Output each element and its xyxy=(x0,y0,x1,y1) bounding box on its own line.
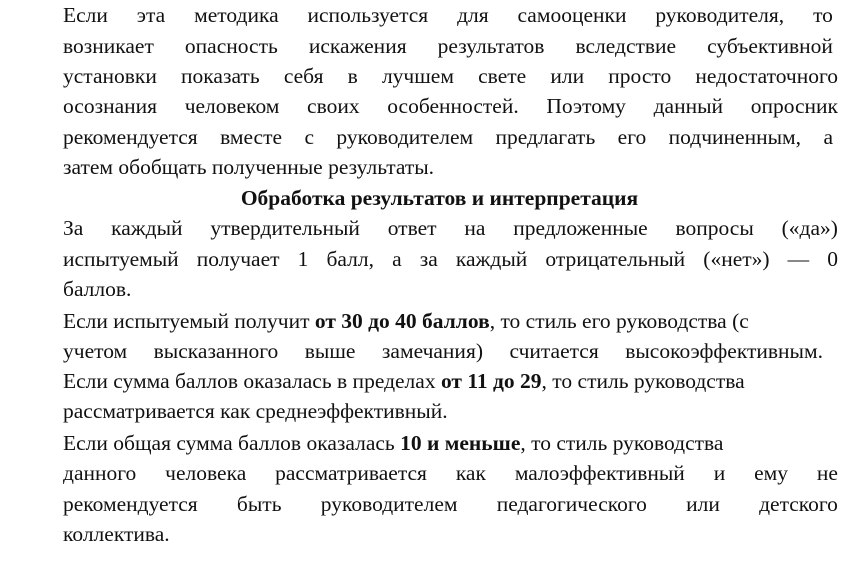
paragraph2-line2 xyxy=(63,244,838,274)
paragraph2-line1 xyxy=(63,213,838,243)
paragraph1-line4 xyxy=(63,91,838,121)
word: рекомендуется xyxy=(63,125,198,149)
word: предлагать xyxy=(495,125,596,149)
word: субъективной xyxy=(707,34,833,58)
paragraph1-line1 xyxy=(63,0,833,30)
word: замечания) xyxy=(381,339,483,363)
paragraph1-line6 xyxy=(63,152,863,182)
paragraph2-line3-text: баллов. xyxy=(63,277,132,301)
word: для xyxy=(457,3,489,27)
word: Поэтому xyxy=(546,94,626,118)
word: 0 xyxy=(827,247,838,271)
word: опасность xyxy=(184,34,278,58)
paragraph3-line3-after: , то стиль руководства xyxy=(541,369,745,393)
word: высказанного xyxy=(153,339,279,363)
paragraph4-line1-after: , то стиль руководства xyxy=(520,431,724,455)
word: балл, xyxy=(326,247,374,271)
document-page xyxy=(63,0,838,580)
word: методика xyxy=(194,3,279,27)
word: отрицательный xyxy=(545,247,686,271)
word: выше xyxy=(304,339,356,363)
paragraph1-line5 xyxy=(63,122,833,152)
word: или xyxy=(550,64,585,88)
paragraph4-line1-before: Если общая сумма баллов оказалась xyxy=(63,431,401,455)
word: человека xyxy=(165,461,247,485)
word: осознания xyxy=(63,94,158,118)
paragraph4-line2 xyxy=(63,458,838,488)
word: не xyxy=(816,461,838,485)
paragraph4-line4 xyxy=(63,519,863,549)
word: и xyxy=(713,461,726,485)
paragraph3-line4-text: рассматривается как среднеэффективный. xyxy=(63,399,448,423)
word: рекомендуется xyxy=(63,492,198,516)
word: («нет») xyxy=(703,247,770,271)
word: возникает xyxy=(63,34,154,58)
word: испытуемый xyxy=(63,247,179,271)
word: За xyxy=(63,216,84,240)
paragraph1-line3 xyxy=(63,61,838,91)
paragraph1-line2 xyxy=(63,31,833,61)
word: руководителем xyxy=(336,125,474,149)
paragraph1-line6-text: затем обобщать полученные результаты. xyxy=(63,155,435,179)
paragraph3-line3-before: Если сумма баллов оказалась в пределах xyxy=(63,369,441,393)
word: а xyxy=(823,125,833,149)
paragraph3-line4 xyxy=(63,396,863,426)
word: малоэффективный xyxy=(514,461,685,485)
word: показать xyxy=(181,64,260,88)
word: педагогического xyxy=(496,492,647,516)
word: детского xyxy=(759,492,838,516)
word: самооценки xyxy=(517,3,627,27)
word: утвердительный xyxy=(210,216,360,240)
word: своих xyxy=(307,94,360,118)
word: вопросы xyxy=(675,216,754,240)
word: ответ xyxy=(387,216,437,240)
word: Если xyxy=(63,3,108,27)
word: за xyxy=(419,247,438,271)
word: предложенные xyxy=(513,216,648,240)
paragraph3-line1-bold: от 30 до 40 баллов xyxy=(314,309,490,333)
word: каждый xyxy=(455,247,528,271)
paragraph3-line3 xyxy=(63,366,863,396)
word: — xyxy=(787,247,810,271)
word: («да») xyxy=(781,216,838,240)
word: его xyxy=(617,125,647,149)
paragraph3-line2 xyxy=(63,336,823,366)
paragraph4-line4-text: коллектива. xyxy=(63,522,170,546)
word: руководителем xyxy=(320,492,458,516)
paragraph3-line1-before: Если испытуемый получит xyxy=(63,309,315,333)
paragraph2-line3 xyxy=(63,274,863,304)
paragraph3-line3-bold: от 11 до 29 xyxy=(440,369,542,393)
word: опросник xyxy=(750,94,838,118)
word: используется xyxy=(307,3,429,27)
section-heading: Обработка результатов и интерпретация xyxy=(240,186,639,210)
word: высокоэффективным. xyxy=(625,339,823,363)
paragraph3-line1 xyxy=(63,306,863,336)
word: на xyxy=(464,216,486,240)
paragraph4-line1-bold: 10 и меньше xyxy=(400,431,521,455)
paragraph3-line1-after: , то стиль его руководства (с xyxy=(489,309,749,333)
word: вместе xyxy=(220,125,283,149)
word: с xyxy=(304,125,314,149)
word: учетом xyxy=(63,339,128,363)
word: в xyxy=(347,64,358,88)
word: каждый xyxy=(111,216,183,240)
word: человеком xyxy=(184,94,280,118)
word: лучшем xyxy=(381,64,454,88)
word: недостаточного xyxy=(695,64,838,88)
word: просто xyxy=(608,64,672,88)
word: ему xyxy=(754,461,788,485)
word: 1 xyxy=(297,247,309,271)
word: быть xyxy=(236,492,282,516)
word: данного xyxy=(63,461,137,485)
word: свете xyxy=(478,64,527,88)
word: вследствие xyxy=(575,34,677,58)
word: рассматривается xyxy=(275,461,427,485)
word: подчиненным, xyxy=(668,125,802,149)
word: данный xyxy=(653,94,724,118)
word: эта xyxy=(136,3,166,27)
word: установки xyxy=(63,64,157,88)
word: а xyxy=(392,247,402,271)
word: то xyxy=(813,3,833,27)
word: руководителя, xyxy=(655,3,785,27)
word: искажения xyxy=(308,34,407,58)
word: получает xyxy=(196,247,280,271)
word: как xyxy=(455,461,486,485)
word: считается xyxy=(509,339,599,363)
paragraph4-line1 xyxy=(63,428,863,458)
word: особенностей. xyxy=(387,94,519,118)
word: себя xyxy=(283,64,324,88)
word: результатов xyxy=(437,34,545,58)
word: или xyxy=(686,492,720,516)
paragraph4-line3 xyxy=(63,489,838,519)
